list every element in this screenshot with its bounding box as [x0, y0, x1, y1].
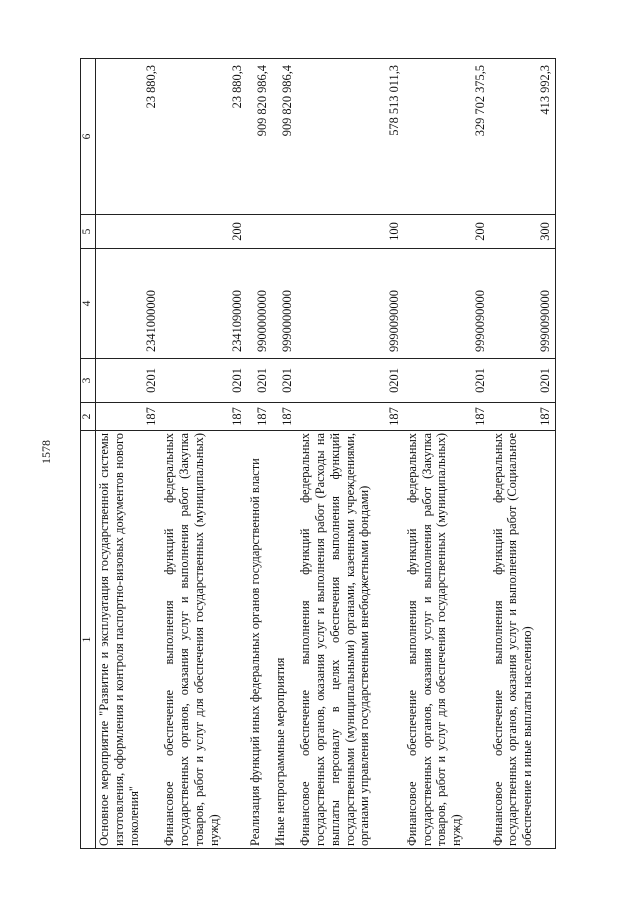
row-name: Основное мероприятие "Развитие и эксплуатация государственной системы изготовления, оформления и контроля паспортно-визовых документов нового поколения": [95, 431, 161, 849]
row-rz: 0201: [95, 359, 161, 403]
row-sum: 578 513 011,3: [297, 59, 404, 215]
header-col-3: 3: [81, 359, 96, 403]
row-name: Финансовое обеспечение выполнения функций федеральных государственных органов, оказания услуг и выполнения работ (Закупка товаров, работ и услуг для обеспечения государственных (муниципальных) нужд): [161, 431, 247, 849]
row-cs: 9990090000: [297, 249, 404, 359]
table-row: [297, 59, 404, 849]
row-gr: 187: [404, 403, 490, 431]
row-cs: 9990090000: [490, 249, 556, 359]
row-sum: 23 880,3: [161, 59, 247, 215]
row-sum: 909 820 986,4: [272, 59, 297, 215]
header-col-1: 1: [81, 431, 96, 849]
row-vr: 200: [161, 215, 247, 249]
row-rz: 0201: [490, 359, 556, 403]
row-gr: 187: [247, 403, 272, 431]
row-name: Финансовое обеспечение выполнения функций федеральных государственных органов, оказания услуг и выполнения работ (Закупка товаров, работ и услуг для обеспечения государственных (муниципальных) нужд): [404, 431, 490, 849]
row-rz: 0201: [272, 359, 297, 403]
row-rz: 0201: [161, 359, 247, 403]
row-cs: 9990000000: [272, 249, 297, 359]
row-name: Финансовое обеспечение выполнения функций федеральных государственных органов, оказания услуг и выполнения работ (Расходы на выплаты персоналу в целях обеспечения выполнения функций государственными (муниципальными) органами, казенными учреждениями, органами управления государственными внебюджетными фондами): [297, 431, 404, 849]
row-gr: 187: [161, 403, 247, 431]
row-sum: 329 702 375,5: [404, 59, 490, 215]
table-row: [404, 59, 490, 849]
row-vr: 300: [490, 215, 556, 249]
row-sum: 909 820 986,4: [247, 59, 272, 215]
header-col-5: 5: [81, 215, 96, 249]
row-gr: 187: [490, 403, 556, 431]
row-name: Реализация функций иных федеральных органов государственной власти: [247, 431, 272, 849]
table-row: [490, 59, 556, 849]
row-vr: 200: [404, 215, 490, 249]
table-row: [272, 59, 297, 849]
row-name: Иные непрограммные мероприятия: [272, 431, 297, 849]
page-number-text: 1578: [39, 440, 53, 464]
table-row: [247, 59, 272, 849]
table-row: [161, 59, 247, 849]
row-cs: 9900000000: [247, 249, 272, 359]
row-vr: [247, 215, 272, 249]
table-row: [95, 59, 161, 849]
header-col-4: 4: [81, 249, 96, 359]
row-sum: 413 992,3: [490, 59, 556, 215]
row-name: Финансовое обеспечение выполнения функций федеральных государственных органов, оказания услуг и выполнения работ (Социальное обеспечение и иные выплаты населению): [490, 431, 556, 849]
row-sum: 23 880,3: [95, 59, 161, 215]
header-col-6: 6: [81, 59, 96, 215]
row-cs: 2341090000: [161, 249, 247, 359]
row-gr: 187: [297, 403, 404, 431]
row-rz: 0201: [247, 359, 272, 403]
rotated-table-container: [80, 59, 556, 849]
row-cs: 2341000000: [95, 249, 161, 359]
row-gr: 187: [272, 403, 297, 431]
row-cs: 9990090000: [404, 249, 490, 359]
row-gr: 187: [95, 403, 161, 431]
budget-table: [80, 58, 556, 849]
row-vr: 100: [297, 215, 404, 249]
row-rz: 0201: [404, 359, 490, 403]
header-col-2: 2: [81, 403, 96, 431]
row-vr: [272, 215, 297, 249]
page-number: [35, 440, 57, 464]
row-rz: 0201: [297, 359, 404, 403]
row-vr: [95, 215, 161, 249]
header-row: [81, 59, 96, 849]
